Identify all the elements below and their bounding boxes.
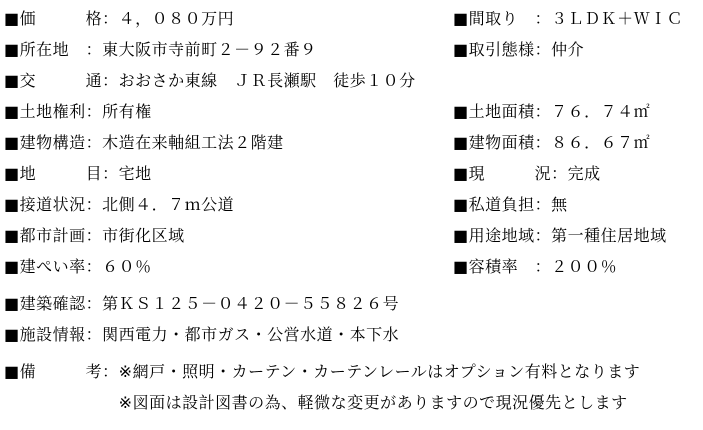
bullet-square-icon: ■ [453,226,469,245]
property-value: 第一種住居地域 [551,226,667,245]
property-label: 用途地域 [468,226,535,245]
bullet-square-icon: ■ [4,226,20,245]
property-value: 第ＫＳ１２５－０４２０－５５８２６号 [102,294,400,313]
property-label: 建ぺい率 [19,257,86,276]
label-colon: ： [551,164,568,183]
property-row-transaction-type [453,34,683,65]
property-label: 容積率 [468,257,535,276]
label-colon: ： [102,362,119,381]
property-label-group [453,127,551,158]
label-colon: ： [534,133,552,152]
property-label: 接道状況 [19,195,86,214]
label-colon: ： [102,9,119,28]
property-value: ７６．７４㎡ [551,102,651,121]
property-label-group [4,189,102,220]
remark-line: ※網戸・照明・カーテン・カーテンレールはオプション有料となります [118,362,641,381]
remark-line: ※図面は設計図書の為、軽微な変更がありますので現況優先とします [118,393,628,412]
property-label-group [4,288,102,319]
property-value: 東大阪市寺前町２－９２番９ [102,40,317,59]
property-value: 木造在来軸組工法２階建 [102,133,284,152]
bullet-square-icon: ■ [453,9,469,28]
property-label-group [453,96,551,127]
property-label: 価 格 [19,9,103,28]
property-value: ２００％ [551,257,618,276]
label-colon: ： [85,195,103,214]
bullet-square-icon: ■ [4,102,20,121]
label-colon: ： [534,40,552,59]
empty-row [453,65,683,96]
bullet-square-icon: ■ [4,257,20,276]
label-colon: ： [534,226,552,245]
property-label: 間取り [468,9,535,28]
property-value: 所有権 [102,102,152,121]
property-label: 建築確認 [19,294,86,313]
property-row-private-road-burden [453,189,683,220]
bullet-square-icon: ■ [453,257,469,276]
property-label: 地 目 [19,164,103,183]
label-colon: ： [85,325,103,344]
right-column [453,3,683,282]
label-colon: ： [102,164,119,183]
label-colon: ： [534,9,552,28]
label-colon: ： [534,257,552,276]
property-label-group [4,127,102,158]
property-value: ４，０８０万円 [118,9,235,28]
property-label-group [4,251,102,282]
property-value: 完成 [567,164,601,183]
property-value: 宅地 [118,164,152,183]
bullet-square-icon: ■ [4,294,20,313]
property-label-group [453,251,551,282]
property-label: 建物構造 [19,133,86,152]
property-row-floor-area-ratio [453,251,683,282]
property-label: 取引態様 [468,40,535,59]
property-label: 都市計画 [19,226,86,245]
property-label-group [4,34,102,65]
bullet-square-icon: ■ [4,71,20,90]
bullet-square-icon: ■ [453,164,469,183]
property-label-group [4,319,102,350]
property-label: 交 通 [19,71,103,90]
property-label: 土地面積 [468,102,535,121]
property-value: 仲介 [551,40,585,59]
bullet-square-icon: ■ [4,133,20,152]
property-value: おおさか東線 ＪＲ長瀬駅 徒歩１０分 [118,71,416,90]
property-label-group [4,356,119,387]
property-value: ８６．６７㎡ [551,133,651,152]
property-label-group [4,3,119,34]
label-colon: ： [85,294,103,313]
label-colon: ： [534,195,552,214]
bullet-square-icon: ■ [453,40,469,59]
property-label: 建物面積 [468,133,535,152]
label-colon: ： [85,226,103,245]
bullet-square-icon: ■ [4,362,20,381]
property-label: 土地権利 [19,102,86,121]
property-row-utilities [4,319,703,350]
property-value: ６０％ [102,257,152,276]
property-label-group [453,220,551,251]
label-colon: ： [85,102,103,121]
bullet-square-icon: ■ [4,325,20,344]
property-row-current-status [453,158,683,189]
property-label: 備 考 [19,362,103,381]
property-label: 所在地 [19,40,86,59]
property-label: 施設情報 [19,325,86,344]
label-colon: ： [102,71,119,90]
property-row-land-area [453,96,683,127]
property-row-zoning [453,220,683,251]
property-label-group [4,65,119,96]
label-colon: ： [85,40,103,59]
bullet-square-icon: ■ [453,102,469,121]
bullet-square-icon: ■ [4,195,20,214]
property-row-building-area [453,127,683,158]
property-label-group [453,3,551,34]
property-label-group [453,34,551,65]
property-value: 関西電力・都市ガス・公営水道・本下水 [102,325,400,344]
property-label-group [453,158,568,189]
property-row-remarks [4,356,703,418]
property-label-group [453,189,551,220]
bullet-square-icon: ■ [4,164,20,183]
property-value: 北側４．７ｍ公道 [102,195,235,214]
property-label-group [4,158,119,189]
property-value: 市街化区域 [102,226,185,245]
property-row-building-permit [4,288,703,319]
label-colon: ： [534,102,552,121]
label-colon: ： [85,133,103,152]
bullet-square-icon: ■ [453,133,469,152]
property-row-floor-plan [453,3,683,34]
bullet-square-icon: ■ [453,195,469,214]
bullet-square-icon: ■ [4,40,20,59]
property-value: 無 [551,195,568,214]
bullet-square-icon: ■ [4,9,20,28]
property-label-group [4,96,102,127]
property-label-group [4,220,102,251]
property-label: 現 況 [468,164,552,183]
property-label: 私道負担 [468,195,535,214]
property-value: ３ＬＤＫ＋ＷＩＣ [551,9,684,28]
label-colon: ： [85,257,103,276]
remarks-value [119,356,641,418]
